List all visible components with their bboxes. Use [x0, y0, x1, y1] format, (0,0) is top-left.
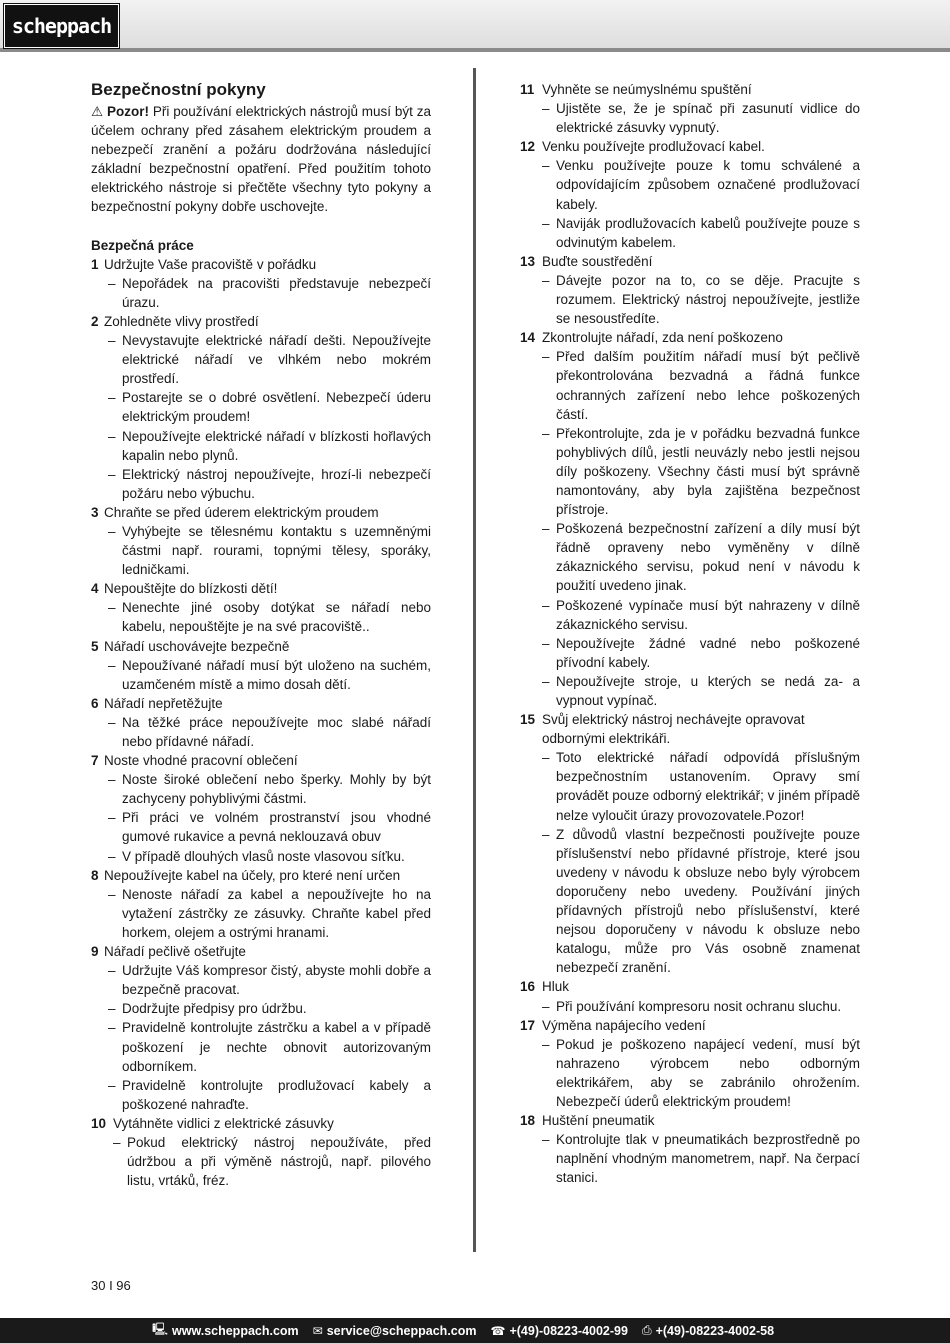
dash-marker: – — [108, 810, 116, 826]
item-bullet-text: Nenoste nářadí za kabel a nepoužívejte ho na vytažení zástrčky ze zásuvky. Chraňte kabel před horkem, olejem a ostrými hranami. — [122, 886, 431, 940]
item-bullet-text: Při práci ve volném prostranství jsou vhodné gumové rukavice a pevná neklouzavá obuv — [122, 810, 431, 845]
item-bullet-text: Nevystavujte elektrické nářadí dešti. Nepoužívejte elektrické nářadí ve vlhkém nebo mokrém prostředí. — [122, 333, 431, 387]
intro-paragraph — [91, 102, 431, 217]
item-bullet — [520, 825, 860, 978]
item-bullet — [520, 347, 860, 423]
item-number: 16 — [520, 979, 536, 995]
item-bullet-text: Nenechte jiné osoby dotýkat se nářadí nebo kabelu, nepouštějte je na své pracoviště.. — [122, 600, 431, 635]
item-bullet — [91, 1133, 431, 1190]
item-bullet — [91, 427, 431, 465]
item-bullet — [91, 885, 431, 942]
dash-marker: – — [542, 673, 550, 689]
right-item-list — [520, 80, 860, 1187]
right-column — [520, 80, 860, 1187]
dash-marker: – — [108, 848, 116, 864]
item-number: 8 — [91, 867, 99, 883]
dash-marker: – — [108, 657, 116, 673]
item-number: 9 — [91, 944, 99, 960]
computer-icon: 🖳 — [152, 1322, 169, 1336]
item-title: Vyhněte se neúmyslnému spuštění — [542, 82, 752, 97]
item-number: 3 — [91, 504, 99, 520]
item-number: 10 — [91, 1115, 107, 1131]
item-number: 14 — [520, 330, 536, 346]
item-bullet-text: Postarejte se o dobré osvětlení. Nebezpečí úderu elektrickým proudem! — [122, 390, 431, 425]
item-bullet-text: Naviják prodlužovacích kabelů používejte pouze s odvinutým kabelem. — [556, 215, 860, 250]
item-title: Zohledněte vlivy prostředí — [104, 313, 259, 329]
safety-item — [91, 503, 431, 522]
header-divider — [0, 48, 950, 52]
dash-marker: – — [108, 963, 116, 979]
page-header — [0, 0, 950, 52]
item-bullet-text: Elektrický nástroj nepoužívejte, hrozí-li nebezpečí požáru nebo výbuchu. — [122, 466, 431, 501]
item-title: Chraňte se před úderem elektrickým proudem — [104, 504, 379, 520]
item-bullet — [520, 424, 860, 519]
item-bullet-text: Nepoužívejte stroje, u kterých se nedá za- a vypnout vypínač. — [556, 673, 860, 708]
item-bullet — [91, 598, 431, 636]
dash-marker: – — [542, 750, 550, 766]
safety-item — [520, 977, 860, 996]
safety-item — [91, 942, 431, 961]
dash-marker: – — [542, 635, 550, 651]
item-bullet-text: Venku používejte pouze k tomu schválené a odpovídajícím způsobem označené prodlužovací kabely. — [556, 158, 860, 212]
item-bullet — [91, 713, 431, 751]
item-bullet — [520, 672, 860, 710]
item-title: Noste vhodné pracovní oblečení — [104, 753, 298, 769]
item-number: 17 — [520, 1017, 536, 1033]
dash-marker: – — [108, 333, 116, 349]
footer-phone-text: +(49)-08223-4002-99 — [509, 1323, 628, 1338]
item-bullet-text: Poškozené vypínače musí být nahrazeny v dílně zákaznického servisu. — [556, 597, 860, 632]
intro-text: Při používání elektrických nástrojů musí být za účelem ochrany před zásahem elektrickým proudem a nebezpečí zranění a požáru dodržována následující základní bezpečnostní opatření. Před použitím tohoto elektrického nástroje si přečtěte všechny tyto pokyny a bezpečnostní pokyny dobře uschovejte. — [91, 104, 431, 215]
item-bullet — [520, 271, 860, 328]
item-bullet-text: Překontrolujte, zda je v pořádku bezvadná funkce pohyblivých dílů, jestli neuvázly nebo jestli nejsou díly poškozeny. Všechny části musí být správně namontovány, aby byla zajištěna bezpečnost přístroje. — [556, 425, 860, 518]
item-bullet-text: Nepořádek na pracovišti představuje nebezpečí úrazu. — [122, 275, 431, 310]
item-bullet — [520, 1130, 860, 1187]
item-bullet — [520, 596, 860, 634]
dash-marker: – — [542, 425, 550, 441]
left-item-list — [91, 255, 431, 1191]
footer-web-text: www.scheppach.com — [172, 1323, 299, 1338]
footer-email[interactable] — [313, 1324, 477, 1338]
dash-marker: – — [542, 272, 550, 288]
safety-item — [520, 252, 860, 271]
item-number: 11 — [520, 82, 535, 97]
item-number: 15 — [520, 712, 536, 728]
safety-item — [91, 579, 431, 598]
item-bullet-text: Dodržujte předpisy pro údržbu. — [122, 1001, 307, 1017]
phone-icon: ☎ — [490, 1323, 506, 1338]
item-bullet — [520, 748, 860, 824]
item-bullet-text: Nepoužívané nářadí musí být uloženo na suchém, uzamčeném místě a mimo dosah dětí. — [122, 657, 431, 692]
dash-marker: – — [542, 826, 550, 842]
email-icon: ✉ — [312, 1323, 323, 1338]
dash-marker: – — [542, 158, 550, 174]
safety-item — [520, 1016, 860, 1035]
item-number: 1 — [91, 256, 99, 272]
item-bullet-text: Poškozená bezpečnostní zařízení a díly musí být řádně opraveny nebo vyměněny v dílně zákaznického servisu, pokud není v návodu k použití uvedeno jinak. — [556, 521, 860, 594]
dash-marker: – — [542, 101, 550, 117]
item-title: Hluk — [542, 979, 570, 995]
dash-marker: – — [108, 390, 116, 406]
item-bullet-text: Vyhýbejte se tělesnému kontaktu s uzemněnými částmi např. rourami, topnými tělesy, sporáky, ledničkami. — [122, 523, 431, 578]
item-bullet-text: Nepoužívejte elektrické nářadí v blízkosti hořlavých kapalin nebo plynů. — [122, 428, 431, 463]
item-number: 6 — [91, 695, 99, 711]
item-bullet-text: Udržujte Váš kompresor čistý, abyste mohli dobře a bezpečně pracovat. — [122, 963, 431, 998]
item-bullet — [91, 522, 431, 579]
dash-marker: – — [542, 1132, 550, 1148]
item-bullet-text: Toto elektrické nářadí odpovídá příslušným bezpečnostním ustanovením. Opravy smí provádět pouze odborný elektrikář; v jiném případě nelze vyloučit úrazy provozovatele.Pozor! — [556, 750, 860, 823]
item-title: Udržujte Vaše pracoviště v pořádku — [104, 256, 317, 272]
item-bullet — [520, 1035, 860, 1111]
item-bullet-text: V případě dlouhých vlasů noste vlasovou síťku. — [122, 848, 405, 864]
item-title: Nepoužívejte kabel na účely, pro které není určen — [104, 867, 401, 883]
dash-marker: – — [542, 349, 550, 365]
brand-logo — [4, 4, 119, 48]
dash-marker: – — [108, 428, 116, 444]
item-bullet-text: Ujistěte se, že je spínač při zasunutí vidlice do elektrické zásuvky vypnutý. — [556, 101, 860, 136]
dash-marker: – — [108, 714, 116, 730]
column-divider — [473, 68, 476, 1252]
warning-label: ⚠ Pozor! — [91, 104, 150, 119]
dash-marker: – — [108, 466, 116, 482]
dash-marker: – — [108, 275, 116, 291]
page-footer — [0, 1318, 950, 1343]
footer-fax — [642, 1323, 774, 1338]
item-number: 5 — [91, 638, 99, 654]
item-bullet — [91, 656, 431, 694]
item-title: Nářadí pečlivě ošetřujte — [104, 944, 246, 960]
left-column — [91, 80, 431, 1190]
item-number: 4 — [91, 581, 99, 597]
dash-marker: – — [542, 1036, 550, 1052]
item-bullet — [91, 999, 431, 1018]
item-bullet — [91, 465, 431, 503]
page-number: 30 I 96 — [91, 1278, 131, 1293]
item-title: Huštění pneumatik — [542, 1113, 655, 1129]
item-bullet-text: Nepoužívejte žádné vadné nebo poškozené přívodní kabely. — [556, 635, 860, 670]
page-title: Bezpečnostní pokyny — [91, 80, 266, 99]
brand-logo-text: scheppach — [11, 14, 112, 38]
item-bullet-text: Pravidelně kontrolujte zástrčku a kabel a v případě poškození je nechte obnovit autorizovaným odborníkem. — [122, 1020, 431, 1074]
item-bullet — [520, 634, 860, 672]
footer-web[interactable] — [152, 1320, 299, 1341]
item-number: 12 — [520, 139, 536, 155]
item-bullet — [91, 847, 431, 866]
item-title: Nářadí nepřetěžujte — [104, 695, 223, 711]
dash-marker: – — [542, 215, 550, 231]
dash-marker: – — [108, 523, 116, 539]
safety-item — [520, 80, 860, 99]
item-bullet-text: Noste široké oblečení nebo šperky. Mohly by být zachyceny pohyblivými částmi. — [122, 772, 431, 807]
item-bullet-text: Při používání kompresoru nosit ochranu sluchu. — [556, 998, 842, 1014]
item-title: Zkontrolujte nářadí, zda není poškozeno — [542, 330, 783, 346]
safety-item — [91, 255, 431, 274]
item-bullet — [91, 274, 431, 312]
item-title: Výměna napájecího vedení — [542, 1017, 706, 1033]
item-title: Venku používejte prodlužovací kabel. — [542, 139, 765, 155]
dash-marker: – — [108, 1001, 116, 1017]
item-number: 2 — [91, 313, 99, 329]
safety-item — [91, 1114, 431, 1133]
dash-marker: – — [108, 600, 116, 616]
dash-marker: – — [542, 597, 550, 613]
safety-item — [520, 710, 860, 748]
item-bullet-text: Pravidelně kontrolujte prodlužovací kabely a poškozené nahraďte. — [122, 1077, 431, 1112]
dash-marker: – — [108, 1020, 116, 1036]
item-bullet — [91, 331, 431, 388]
dash-marker: – — [108, 1077, 116, 1093]
item-title: Nepouštějte do blízkosti dětí! — [104, 581, 278, 597]
safety-item — [91, 866, 431, 885]
footer-phone — [491, 1324, 628, 1338]
item-bullet — [91, 808, 431, 846]
item-title: Nářadí uschovávejte bezpečně — [104, 638, 290, 654]
footer-email-text: service@scheppach.com — [326, 1323, 477, 1338]
dash-marker: – — [108, 772, 116, 788]
item-bullet — [91, 388, 431, 426]
dash-marker: – — [108, 886, 116, 902]
fax-icon: ⎙ — [641, 1323, 652, 1337]
item-bullet — [520, 519, 860, 595]
item-bullet-text: Dávejte pozor na to, co se děje. Pracujte s rozumem. Elektrický nástroj nepoužívejte, jestliže se nesoustředíte. — [556, 272, 860, 327]
safety-item — [91, 694, 431, 713]
item-bullet-text: Na těžké práce nepoužívejte moc slabé nářadí nebo přídavné nářadí. — [122, 714, 431, 749]
item-bullet — [520, 156, 860, 213]
item-title: Svůj elektrický nástroj nechávejte opravovat odbornými elektrikáři. — [542, 712, 805, 747]
item-bullet-text: Pokud elektrický nástroj nepoužíváte, před údržbou a při výměně nástrojů, např. pilového listu, vrtáků, fréz. — [127, 1134, 431, 1189]
item-title: Buďte soustředění — [542, 253, 653, 269]
dash-marker: – — [113, 1134, 121, 1150]
item-number: 13 — [520, 253, 536, 269]
dash-marker: – — [542, 998, 550, 1014]
item-bullet — [91, 961, 431, 999]
safety-item — [91, 637, 431, 656]
safety-item — [520, 1111, 860, 1130]
safety-item — [91, 312, 431, 331]
item-bullet — [91, 1018, 431, 1075]
footer-fax-text: +(49)-08223-4002-58 — [655, 1323, 775, 1338]
safety-item — [91, 751, 431, 770]
dash-marker: – — [542, 521, 550, 537]
safety-item — [520, 328, 860, 347]
item-title: Vytáhněte vidlici z elektrické zásuvky — [113, 1115, 334, 1131]
item-bullet — [520, 99, 860, 137]
item-bullet — [91, 1076, 431, 1114]
item-bullet-text: Kontrolujte tlak v pneumatikách bezprostředně po naplnění vhodným manometrem, např. Na čerpací stanici. — [556, 1132, 860, 1186]
item-bullet — [520, 997, 860, 1016]
item-number: 18 — [520, 1113, 536, 1129]
item-number: 7 — [91, 753, 99, 769]
item-bullet — [520, 214, 860, 252]
item-bullet-text: Pokud je poškozeno napájecí vedení, musí být nahrazeno výrobcem nebo odborným elektrikářem, aby se zabránilo ohrožením. Nebezpečí úderů elektrickým proudem! — [556, 1036, 860, 1109]
item-bullet-text: Z důvodů vlastní bezpečnosti používejte pouze příslušenství nebo přídavné přístroje, které jsou uvedeny v návodu k obsluze nebo byly výrobcem doporučeny nebo uvedeny. Používání jiných přídavných přístrojů nebo příslušenství, které nejsou doporučeny v návodu k obsluze nebo katalogu, může pro Vás osobně znamenat nebezpečí zranění. — [556, 826, 860, 976]
section-heading: Bezpečná práce — [91, 237, 194, 253]
item-bullet — [91, 770, 431, 808]
item-bullet-text: Před dalším použitím nářadí musí být pečlivě překontrolována bezvadná a řádná funkce ochranných zařízení nebo lehce poškozených částí. — [556, 349, 860, 422]
safety-item — [520, 137, 860, 156]
